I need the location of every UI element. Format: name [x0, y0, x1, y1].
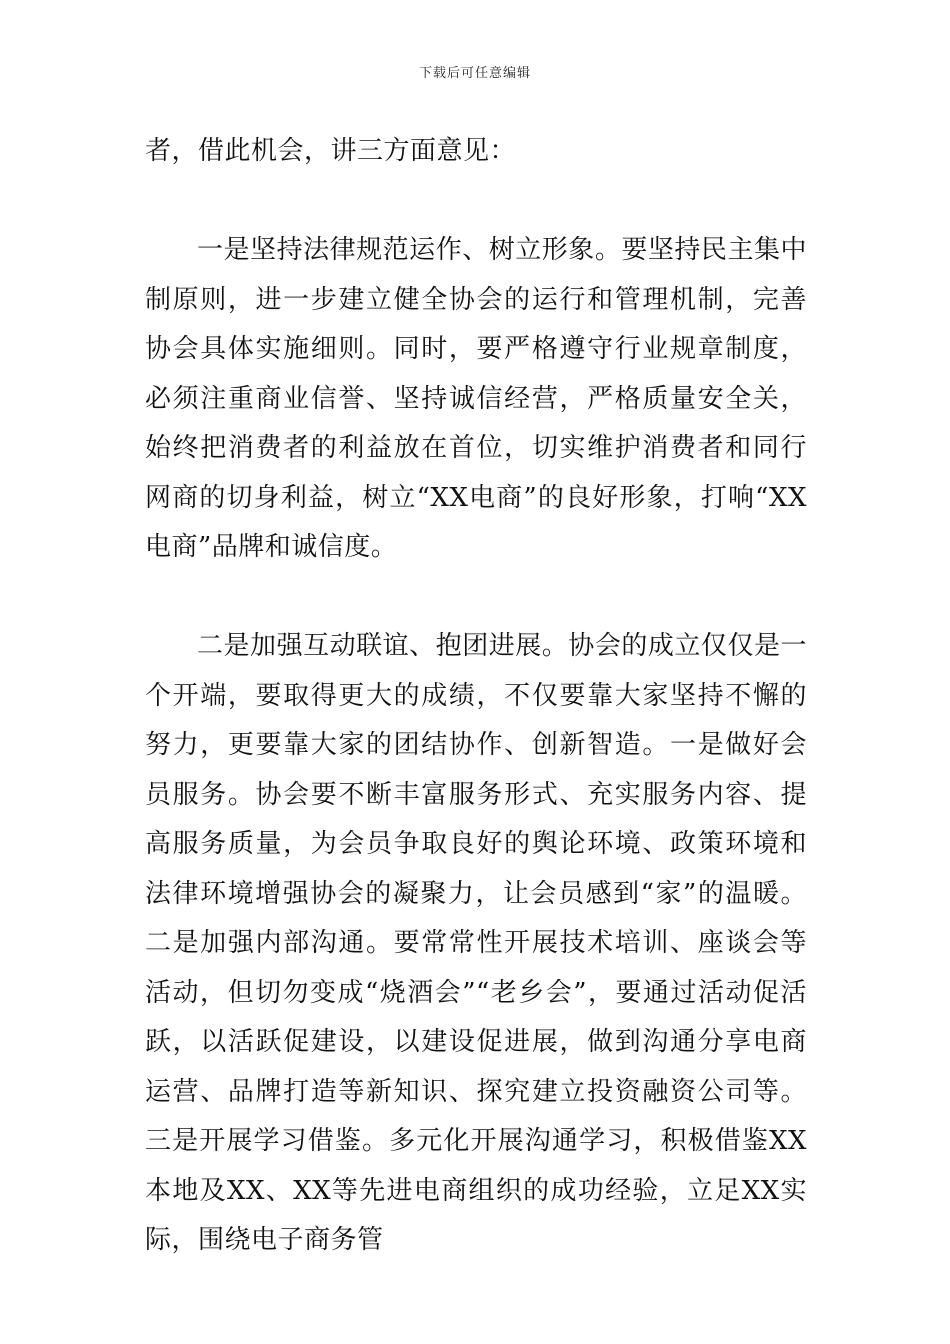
paragraph-point-two: 二是加强互动联谊、抱团进展。协会的成立仅仅是一个开端，要取得更大的成绩，不仅要靠大家坚持不懈的努力，更要靠大家的团结协作、创新智造。一是做好会员服务。协会要不断丰富服务形式、充实服务内容、提高服务质量，为会员争取良好的舆论环境、政策环境和法律环境增强协会的凝聚力，让会员感到“家”的温暖。二是加强内部沟通。要常常性开展技术培训、座谈会等活动，但切勿变成“烧酒会”“老乡会”，要通过活动促活跃，以活跃促建设，以建设促进展，做到沟通分享电商运营、品牌打造等新知识、探究建立投资融资公司等。三是开展学习借鉴。多元化开展沟通学习，积极借鉴XX本地及XX、XX等先进电商组织的成功经验，立足XX实际，围绕电子商务管	[145, 631, 807, 1255]
paragraph-point-one: 一是坚持法律规范运作、树立形象。要坚持民主集中制原则，进一步建立健全协会的运行和管理机制，完善协会具体实施细则。同时，要严格遵守行业规章制度，必须注重商业信誉、坚持诚信经营，严格质量安全关，始终把消费者的利益放在首位，切实维护消费者和同行网商的切身利益，树立“XX电商”的良好形象，打响“XX电商”品牌和诚信度。	[145, 235, 807, 562]
header-note: 下载后可任意编辑	[418, 66, 531, 81]
paragraph-continuation: 者，借此机会，讲三方面意见：	[145, 136, 517, 166]
document-body	[145, 127, 807, 1266]
